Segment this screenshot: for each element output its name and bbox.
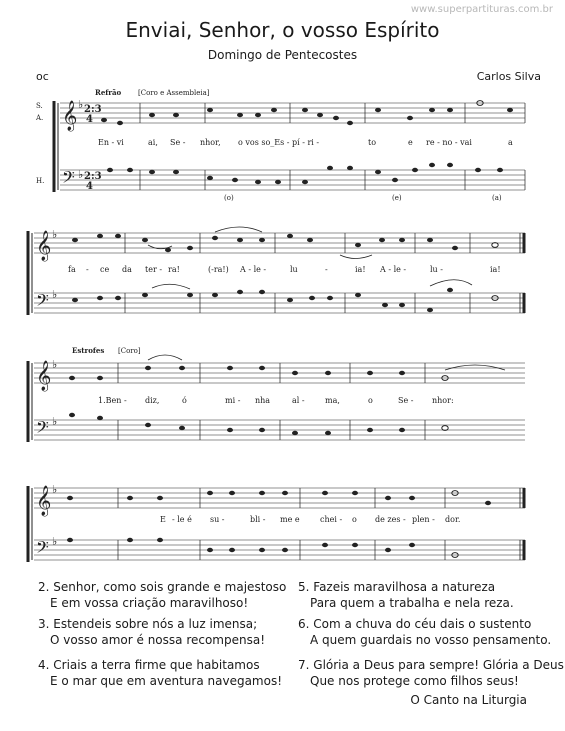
svg-text:su -: su - (210, 515, 225, 524)
stanza-3: 3. Estendeis sobre nós a luz imensa; O vosso amor é nossa recompensa! (38, 617, 266, 647)
page-subtitle: Domingo de Pentecostes (207, 48, 358, 62)
svg-text:(o): (o) (224, 194, 234, 202)
svg-text:-: - (86, 265, 89, 274)
flat-icon: ♭ (52, 415, 58, 428)
page-title: Enviai, Senhor, o vosso Espírito (125, 18, 440, 42)
svg-text:1.Ben -: 1.Ben - (98, 396, 127, 405)
svg-text:ce: ce (100, 265, 110, 274)
treble-clef-icon: 𝄞 (36, 231, 52, 261)
svg-text:ai,: ai, (148, 138, 158, 147)
svg-text:2:3: 2:3 (84, 171, 102, 182)
noteheads-system4 (67, 491, 491, 558)
svg-text:ia!: ia! (355, 265, 366, 274)
svg-text:plen -: plen - (412, 515, 435, 524)
flat-icon: ♭ (78, 168, 84, 181)
flat-icon: ♭ (52, 535, 58, 548)
stanza-2: 2. Senhor, como sois grande e majestoso E em vossa criação maravilhoso! (38, 580, 287, 610)
time-signatures (84, 104, 102, 192)
flat-icon: ♭ (52, 483, 58, 496)
svg-text:E: E (160, 515, 166, 524)
svg-text:ter -: ter - (145, 265, 163, 274)
svg-text:e: e (408, 138, 413, 147)
flat-icon: ♭ (52, 288, 58, 301)
svg-text:to: to (368, 138, 377, 147)
watermark: www.superpartituras.com.br (410, 4, 553, 15)
voice-label-s: S. (36, 102, 43, 110)
slurs-and-ties (148, 227, 505, 370)
voice-label-a: A. (36, 114, 44, 122)
svg-text:nhor,: nhor, (200, 138, 221, 147)
bass-clef-icon: 𝄢 (62, 167, 75, 191)
svg-text:lu -: lu - (430, 265, 443, 274)
svg-text:a: a (508, 138, 513, 147)
svg-text:diz,: diz, (145, 396, 160, 405)
stanzas-label: Estrofes (72, 346, 105, 355)
svg-text:-: - (325, 265, 328, 274)
category-label: oc (36, 70, 49, 83)
svg-text:- le é: - le é (172, 515, 192, 524)
svg-text:(e): (e) (392, 194, 402, 202)
treble-clef-icon: 𝄞 (36, 361, 52, 391)
bass-clef-icon: 𝄢 (36, 290, 49, 314)
svg-text:nha: nha (255, 396, 271, 405)
svg-text:ó: ó (182, 396, 187, 405)
bass-clef-icon: 𝄢 (36, 417, 49, 441)
flat-icon: ♭ (52, 228, 58, 241)
flat-icon: ♭ (78, 98, 84, 111)
barlines (118, 103, 525, 560)
voice-label-h: H. (36, 177, 45, 185)
treble-clef-icon: 𝄞 (62, 101, 78, 131)
svg-text:al -: al - (292, 396, 305, 405)
svg-text:ia!: ia! (490, 265, 501, 274)
final-barlines (520, 233, 524, 560)
refrain-note: [Coro e Assembleia] (138, 89, 210, 97)
svg-text:(a): (a) (492, 194, 502, 202)
svg-text:Se -: Se - (170, 138, 186, 147)
svg-text:o vos so_Es - pí - ri -: o vos so_Es - pí - ri - (238, 138, 320, 147)
source-credit: O Canto na Liturgia (410, 693, 527, 707)
svg-text:fa: fa (68, 265, 76, 274)
lyrics-system4 (160, 515, 460, 524)
svg-text:dor.: dor. (445, 515, 461, 524)
treble-clef-icon: 𝄞 (36, 486, 52, 516)
svg-text:2:3: 2:3 (84, 104, 102, 115)
lyrics-system2 (68, 265, 501, 274)
stanza-4: 4. Criais a terra firme que habitamos E o mar que em aventura navegamos! (38, 658, 283, 688)
svg-text:de zes -: de zes - (375, 515, 406, 524)
bracket-labels (224, 194, 502, 202)
lyrics-system1 (98, 138, 513, 147)
svg-text:chei -: chei - (320, 515, 343, 524)
stanza-6: 6. Com a chuva do céu dais o sustento A quem guardais no vosso pensamento. (298, 617, 552, 647)
stanza-5: 5. Fazeis maravilhosa a natureza Para quem a trabalha e nela reza. (298, 580, 514, 610)
svg-text:4: 4 (86, 181, 93, 192)
stanza-7: 7. Glória a Deus para sempre! Glória a Deus Que nos protege como filhos seus! (298, 658, 564, 688)
svg-text:Se -: Se - (398, 396, 414, 405)
svg-text:o: o (368, 396, 373, 405)
svg-text:(-ra!): (-ra!) (208, 265, 229, 274)
svg-text:da: da (122, 265, 132, 274)
refrain-label: Refrão (95, 88, 122, 97)
stanzas-note: [Coro] (118, 347, 141, 355)
svg-text:En - vi: En - vi (98, 138, 124, 147)
svg-text:mi -: mi - (225, 396, 241, 405)
svg-text:bli -: bli - (250, 515, 266, 524)
bass-clef-icon: 𝄢 (36, 537, 49, 561)
svg-text:A - le -: A - le - (380, 265, 407, 274)
svg-text:re - no - vai: re - no - vai (426, 138, 472, 147)
lyrics-system3 (98, 396, 454, 405)
clefs (36, 98, 83, 561)
svg-text:o: o (352, 515, 357, 524)
svg-text:A - le -: A - le - (240, 265, 267, 274)
svg-text:ma,: ma, (325, 396, 340, 405)
svg-text:nhor:: nhor: (432, 396, 454, 405)
svg-text:ra!: ra! (168, 265, 180, 274)
composer-credit: Carlos Silva (476, 70, 541, 83)
svg-text:4: 4 (86, 114, 93, 125)
staff-lines (34, 103, 525, 560)
svg-text:me e: me e (280, 515, 300, 524)
flat-icon: ♭ (52, 358, 58, 371)
svg-text:lu: lu (290, 265, 298, 274)
